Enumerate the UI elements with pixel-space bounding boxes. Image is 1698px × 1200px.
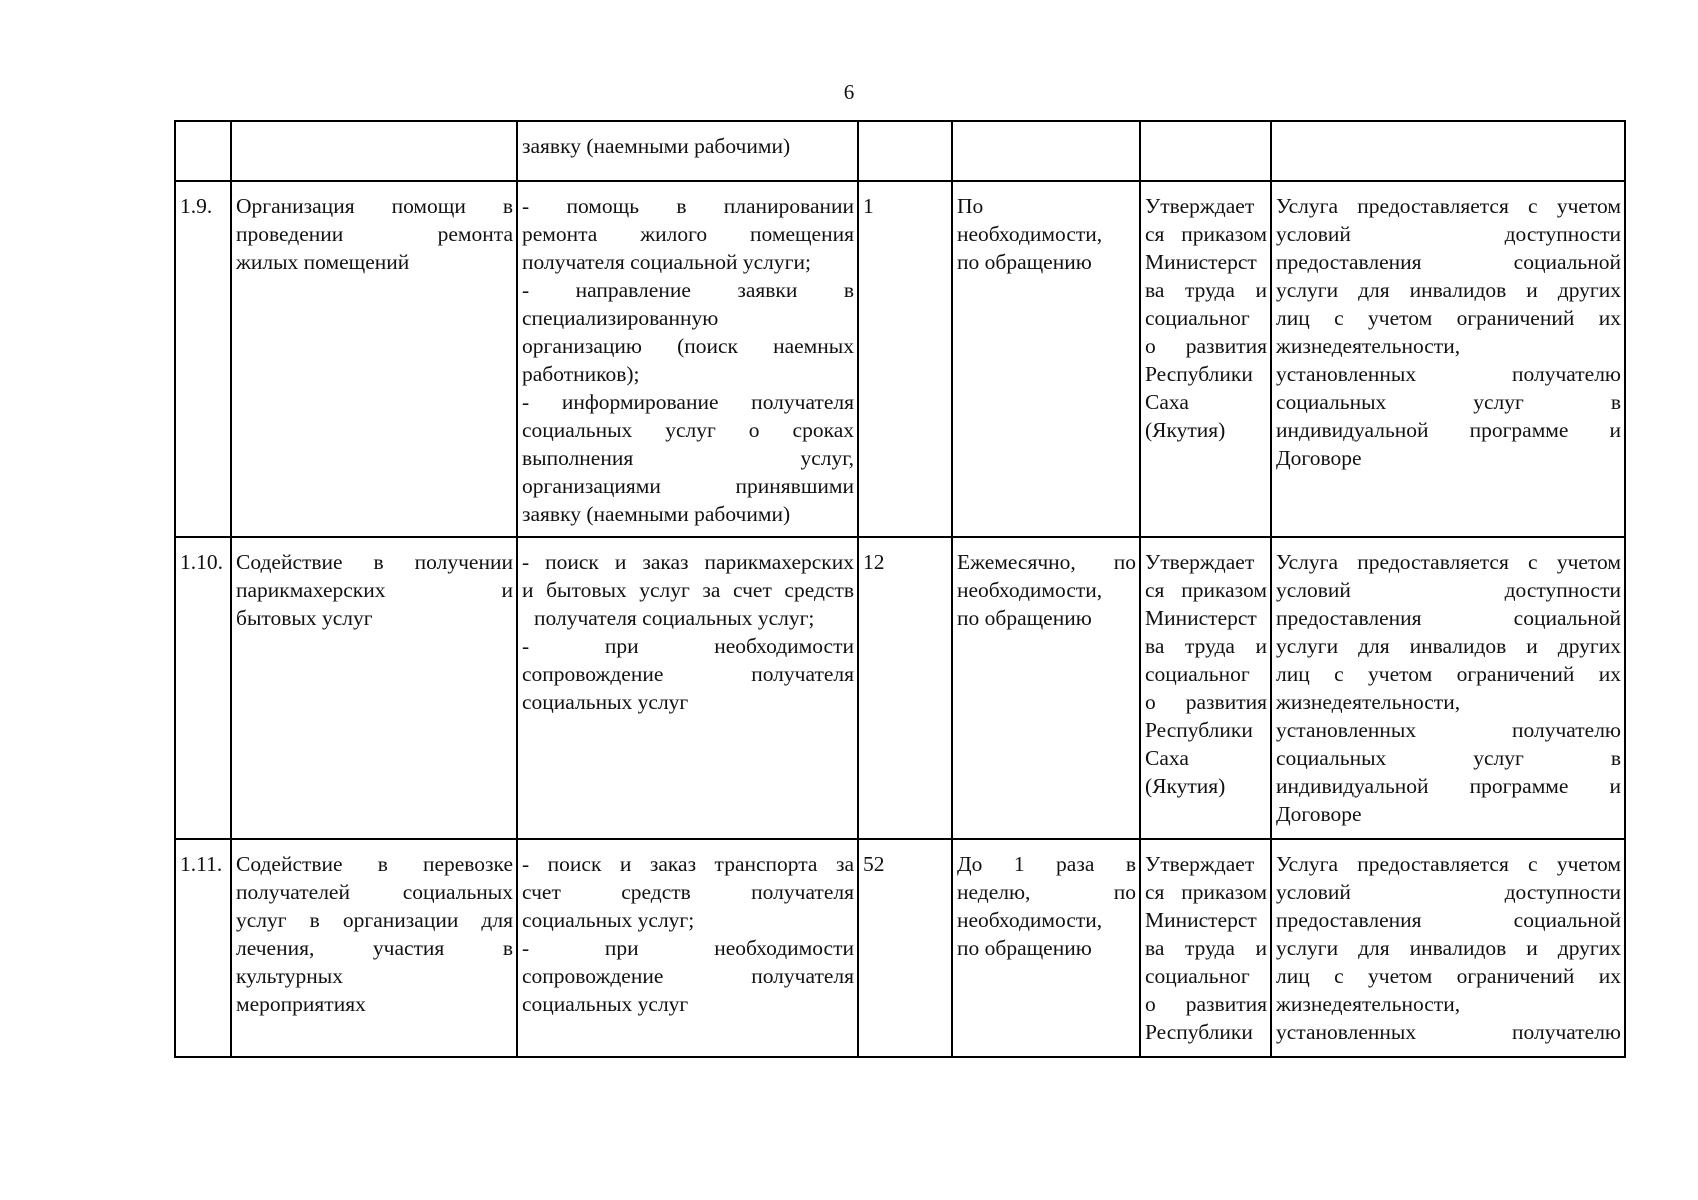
- text-line: получателя социальной услуги;: [522, 250, 811, 274]
- cell-tariff: [1140, 121, 1271, 181]
- cell-conditions: [1271, 537, 1625, 839]
- text-line: установленных получателю: [1276, 718, 1621, 742]
- text-line: ва труда и: [1145, 634, 1267, 658]
- text-line: ва труда и: [1145, 278, 1267, 302]
- text-line: жилых помещений: [236, 250, 410, 274]
- text-line: социальных услуг в: [1276, 746, 1621, 770]
- text-line: Саха: [1145, 390, 1189, 414]
- text-line: специализированную: [522, 306, 719, 330]
- text-line: условий доступности: [1276, 578, 1621, 602]
- text-line: получателя социальных услуг;: [534, 606, 815, 630]
- text-line: Содействие в получении: [236, 550, 513, 574]
- text-line: предоставления социальной: [1276, 908, 1621, 932]
- text-line: социальных услуг в: [1276, 390, 1621, 414]
- text-line: Министерст: [1145, 250, 1257, 274]
- text-line: бытовых услуг: [236, 606, 373, 630]
- text-line: услуги для инвалидов и других: [1276, 634, 1621, 658]
- cell-content: [517, 537, 858, 839]
- text-line: Организация помощи в: [236, 194, 513, 218]
- text-line: Утверждает: [1145, 550, 1255, 574]
- text-line: ся приказом: [1145, 222, 1267, 246]
- page-number: 6: [843, 80, 855, 104]
- cell-number: 1.11.: [175, 839, 231, 1057]
- text-line: - помощь в планировании: [522, 194, 854, 218]
- text-line: Услуга предоставляется с учетом: [1276, 194, 1621, 218]
- cell-volume: [858, 121, 952, 181]
- cell-content: [517, 181, 858, 537]
- text-line: Утверждает: [1145, 194, 1255, 218]
- text-line: по обращению: [957, 606, 1092, 630]
- cell-conditions: [1271, 181, 1625, 537]
- text-line: Министерст: [1145, 908, 1257, 932]
- text-line: Утверждает: [1145, 852, 1255, 876]
- text-line: Республики: [1145, 362, 1253, 386]
- text-line: Услуга предоставляется с учетом: [1276, 852, 1621, 876]
- text-line: индивидуальной программе и: [1276, 774, 1621, 798]
- text-line: по обращению: [957, 250, 1092, 274]
- text-line: услуги для инвалидов и других: [1276, 936, 1621, 960]
- cell-periodicity: [952, 121, 1140, 181]
- text-line: ся приказом: [1145, 880, 1267, 904]
- text-line: - информирование получателя: [522, 390, 854, 414]
- text-line: выполнения услуг,: [522, 446, 854, 470]
- text-line: организациями принявшими: [522, 474, 854, 498]
- text-line: предоставления социальной: [1276, 250, 1621, 274]
- text-line: условий доступности: [1276, 222, 1621, 246]
- text-line: - поиск и заказ транспорта за: [522, 852, 854, 876]
- text-line: По: [957, 194, 984, 218]
- services-table: [174, 120, 1626, 1058]
- text-line: необходимости,: [957, 222, 1103, 246]
- text-line: о развития: [1145, 690, 1267, 714]
- cell-number: 1.10.: [175, 537, 231, 839]
- text-line: - при необходимости: [522, 936, 854, 960]
- text-line: Договоре: [1276, 802, 1362, 826]
- text-line: социальног: [1145, 964, 1250, 988]
- text-line: о развития: [1145, 992, 1267, 1016]
- text-line: До 1 раза в: [957, 852, 1136, 876]
- cell-content: заявку (наемными рабочими): [517, 121, 858, 181]
- text-line: социальног: [1145, 662, 1250, 686]
- text-line: ся приказом: [1145, 578, 1267, 602]
- table-row: [175, 537, 1625, 839]
- text-line: Услуга предоставляется с учетом: [1276, 550, 1621, 574]
- text-line: о развития: [1145, 334, 1267, 358]
- cell-tariff: [1140, 181, 1271, 537]
- cell-name: [231, 121, 517, 181]
- cell-conditions: [1271, 121, 1625, 181]
- cell-conditions: [1271, 839, 1625, 1057]
- text-line: счет средств получателя: [522, 880, 854, 904]
- text-line: лиц с учетом ограничений их: [1276, 964, 1621, 988]
- cell-name: [231, 839, 517, 1057]
- text-line: социальног: [1145, 306, 1250, 330]
- text-line: проведении ремонта: [236, 222, 513, 246]
- text-line: социальных услуг: [522, 690, 689, 714]
- text-line: Министерст: [1145, 606, 1257, 630]
- text-line: установленных получателю: [1276, 362, 1621, 386]
- text-line: жизнедеятельности,: [1276, 334, 1461, 358]
- text-line: индивидуальной программе и: [1276, 418, 1621, 442]
- text-line: неделю, по: [957, 880, 1136, 904]
- text-line: предоставления социальной: [1276, 606, 1621, 630]
- cell-tariff: [1140, 537, 1271, 839]
- cell-name: [231, 181, 517, 537]
- table-row: [175, 839, 1625, 1057]
- text-line: и бытовых услуг за счет средств: [522, 578, 854, 602]
- cell-tariff: [1140, 839, 1271, 1057]
- text-line: (Якутия): [1145, 418, 1226, 442]
- text-line: жизнедеятельности,: [1276, 690, 1461, 714]
- table-row-continuation: [175, 121, 1625, 181]
- text-line: установленных получателю: [1276, 1020, 1621, 1044]
- text-line: ва труда и: [1145, 936, 1267, 960]
- text-line: по обращению: [957, 936, 1092, 960]
- text-line: парикмахерских и: [236, 578, 513, 602]
- text-line: мероприятиях: [236, 992, 366, 1016]
- cell-volume: 1: [858, 181, 952, 537]
- text-line: лиц с учетом ограничений их: [1276, 662, 1621, 686]
- text-line: - поиск и заказ парикмахерских: [522, 550, 854, 574]
- text-line: Республики: [1145, 1020, 1253, 1044]
- cell-volume: 52: [858, 839, 952, 1057]
- text-line: лечения, участия в: [236, 936, 513, 960]
- cell-periodicity: [952, 839, 1140, 1057]
- cell-periodicity: [952, 537, 1140, 839]
- text-line: необходимости,: [957, 908, 1103, 932]
- text-line: условий доступности: [1276, 880, 1621, 904]
- cell-name: [231, 537, 517, 839]
- text-line: (Якутия): [1145, 774, 1226, 798]
- cell-periodicity: [952, 181, 1140, 537]
- text-line: Ежемесячно, по: [957, 550, 1136, 574]
- text-line: Республики: [1145, 718, 1253, 742]
- text-line: лиц с учетом ограничений их: [1276, 306, 1621, 330]
- text-line: услуг в организации для: [236, 908, 513, 932]
- table-row: [175, 181, 1625, 537]
- text-line: Содействие в перевозке: [236, 852, 513, 876]
- text-line: сопровождение получателя: [522, 662, 854, 686]
- cell-volume: 12: [858, 537, 952, 839]
- text-line: ремонта жилого помещения: [522, 222, 854, 246]
- cell-number: 1.9.: [175, 181, 231, 537]
- cell-number: [175, 121, 231, 181]
- text-line: социальных услуг о сроках: [522, 418, 854, 442]
- text-line: Договоре: [1276, 446, 1362, 470]
- text-line: - при необходимости: [522, 634, 854, 658]
- text-line: социальных услуг: [522, 992, 689, 1016]
- text-line: - направление заявки в: [522, 278, 854, 302]
- text-line: необходимости,: [957, 578, 1103, 602]
- text-line: организацию (поиск наемных: [522, 334, 854, 358]
- text-line: услуги для инвалидов и других: [1276, 278, 1621, 302]
- text-line: социальных услуг;: [522, 908, 695, 932]
- text-line: жизнедеятельности,: [1276, 992, 1461, 1016]
- text-line: заявку (наемными рабочими): [522, 502, 791, 526]
- cell-content: [517, 839, 858, 1057]
- text-line: Саха: [1145, 746, 1189, 770]
- text-line: культурных: [236, 964, 343, 988]
- text-line: сопровождение получателя: [522, 964, 854, 988]
- text-line: получателей социальных: [236, 880, 513, 904]
- text-line: работников);: [522, 362, 640, 386]
